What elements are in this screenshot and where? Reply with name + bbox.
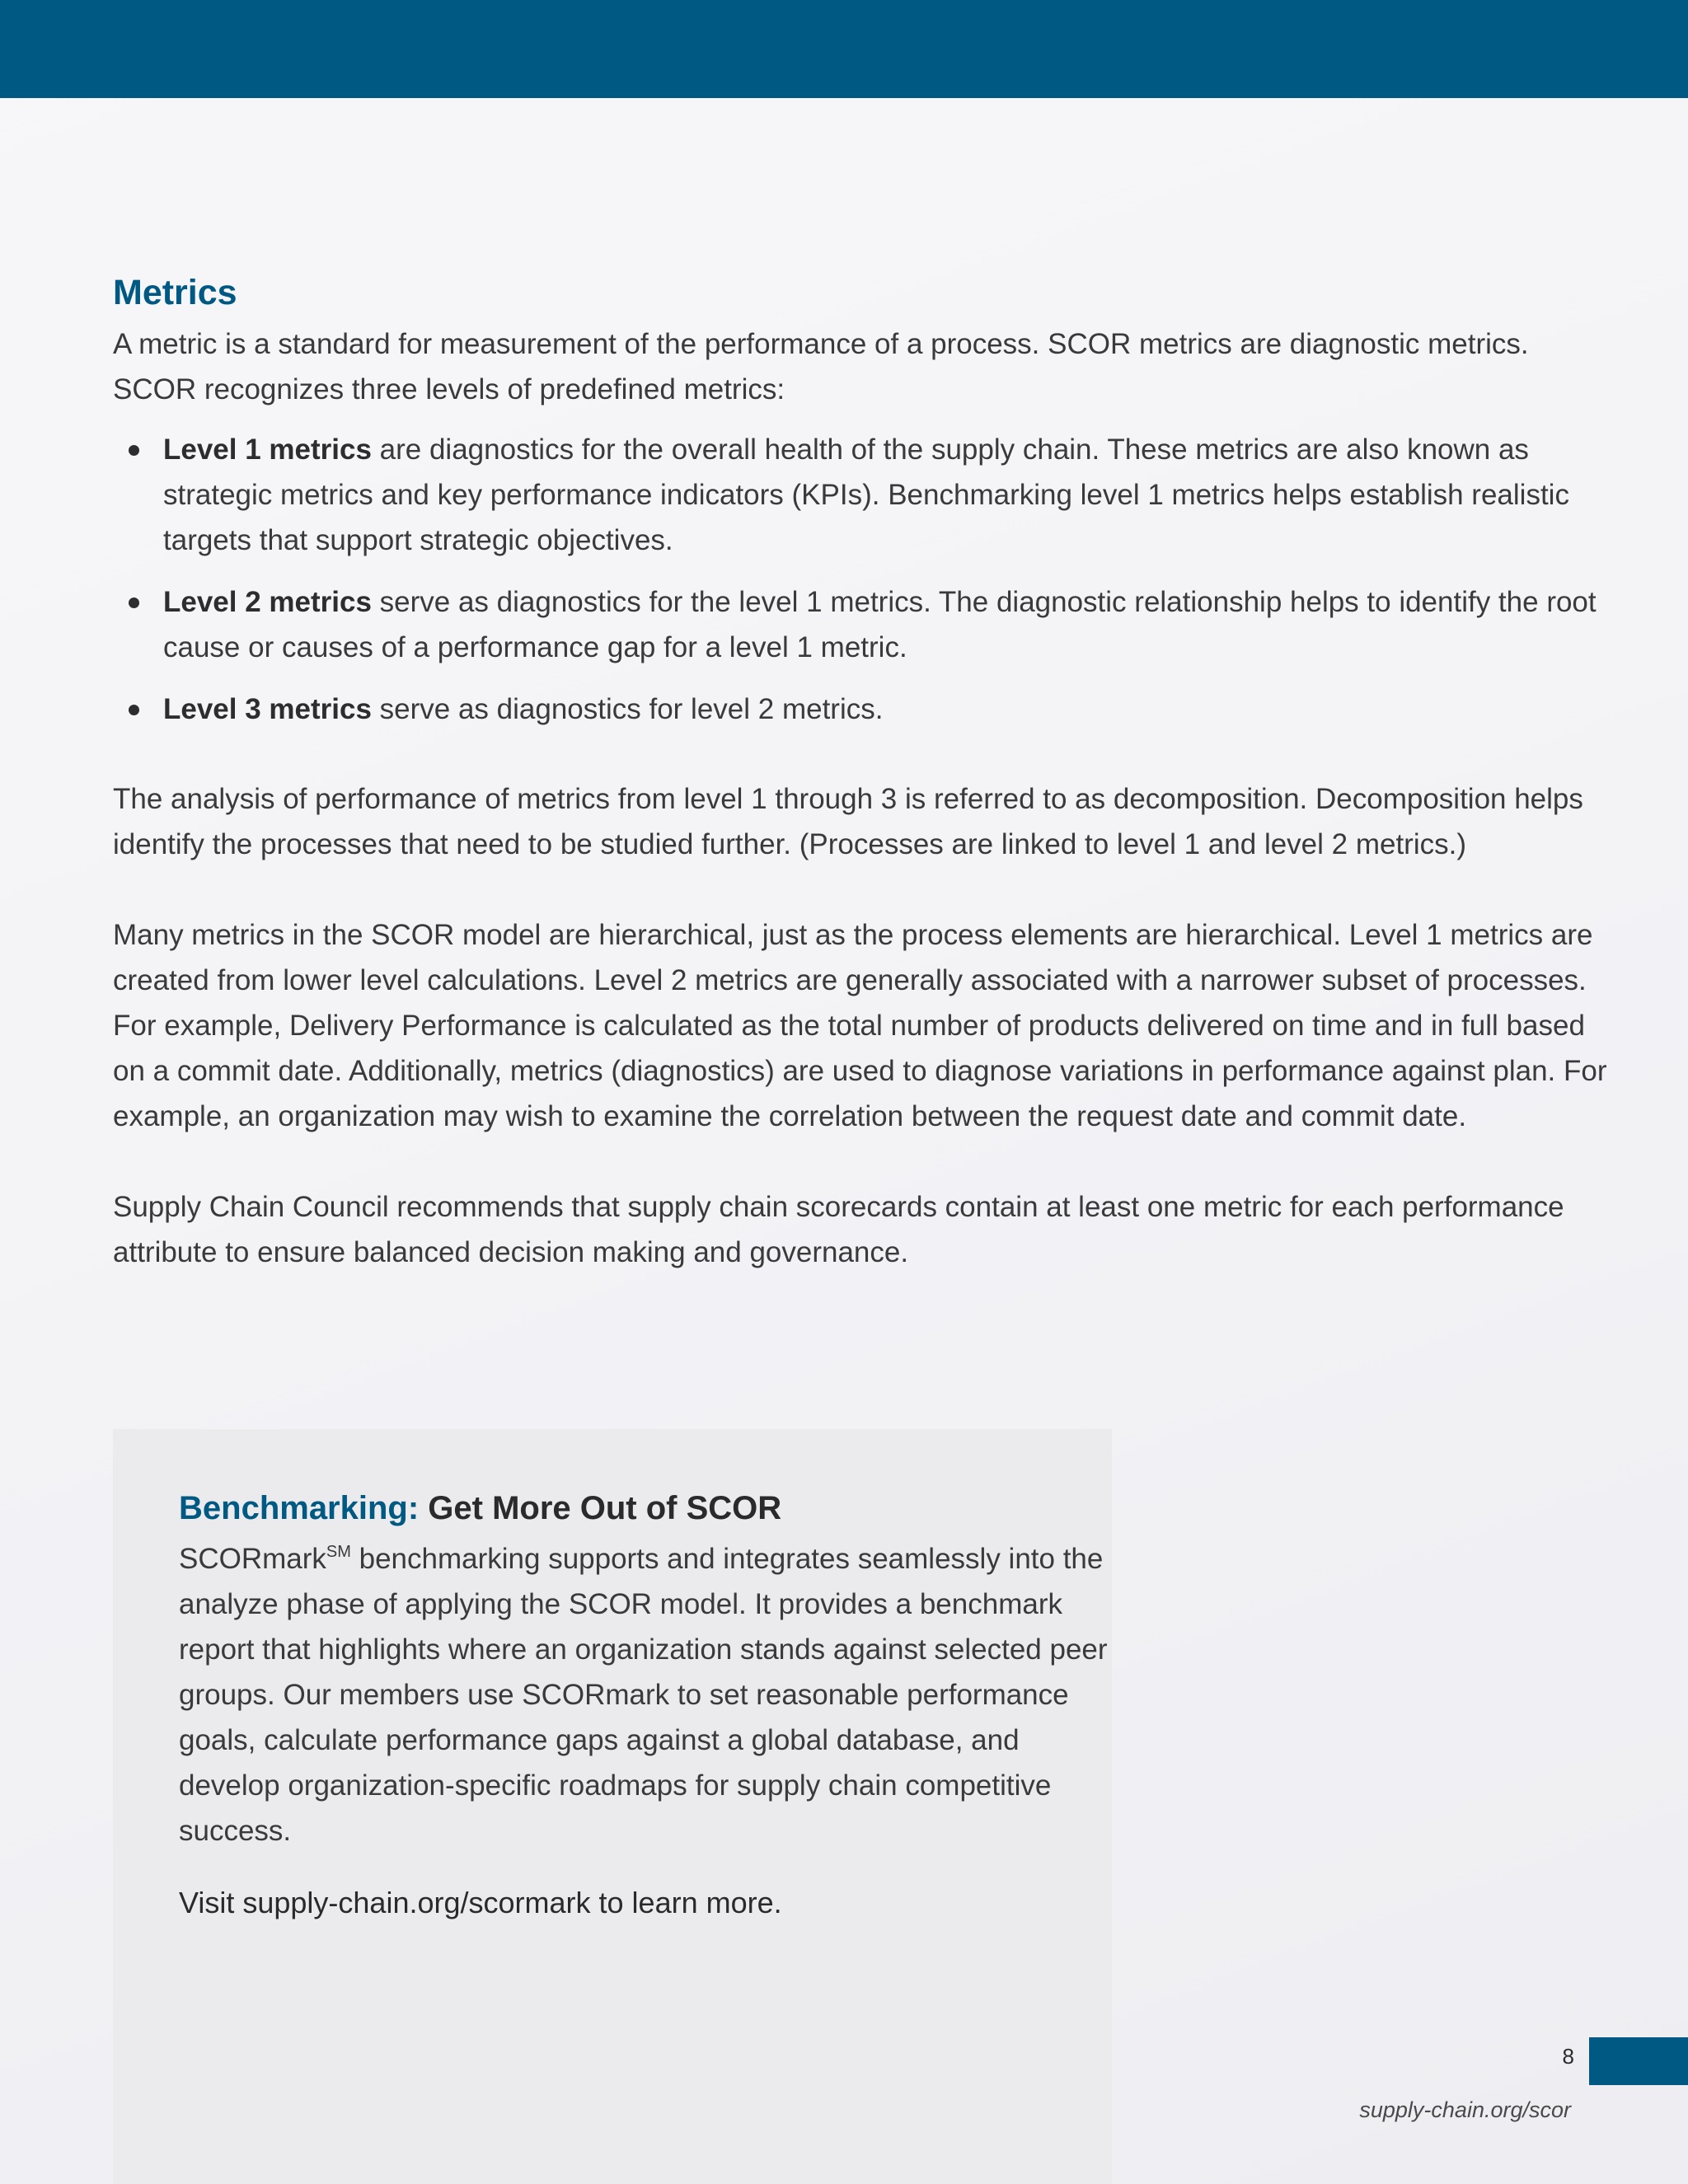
- service-mark: SM: [326, 1543, 351, 1561]
- bullet-text: are diagnostics for the overall health of the supply chain. These metrics are also known as strategic metrics and key performance indicators (KPIs). Benchmarking level 1 metrics helps establish realistic targets that support strategic objectives.: [163, 434, 1569, 556]
- list-item-level-1: [113, 427, 1613, 563]
- bullet-term: Level 3 metrics: [163, 693, 372, 725]
- page-number: 8: [1562, 2044, 1574, 2069]
- bullet-term: Level 1 metrics: [163, 434, 372, 466]
- bullet-icon: [129, 598, 139, 608]
- recommendation-paragraph: Supply Chain Council recommends that supply chain scorecards contain at least one metric for each performance attribute to ensure balanced decision making and governance.: [113, 1191, 1564, 1268]
- bullet-term: Level 2 metrics: [163, 586, 372, 618]
- bullet-icon: [129, 445, 139, 456]
- callout-visit-link[interactable]: Visit supply-chain.org/scormark to learn more.: [179, 1886, 782, 1919]
- metric-levels-list: [113, 427, 1613, 732]
- intro-paragraph: A metric is a standard for measurement of the performance of a process. SCOR metrics are diagnostic metrics. SCOR recognizes three levels of predefined metrics:: [113, 328, 1529, 405]
- callout-title-rest: Get More Out of SCOR: [419, 1490, 782, 1526]
- callout-title: [179, 1483, 1118, 1533]
- footer-url[interactable]: supply-chain.org/scor: [1359, 2097, 1571, 2122]
- list-item-level-2: [113, 579, 1613, 670]
- callout-body: [179, 1536, 1118, 1854]
- benchmarking-callout: [113, 1429, 1112, 2184]
- section-title: Metrics: [113, 273, 237, 312]
- page-tab-marker: [1589, 2037, 1688, 2085]
- callout-title-highlight: Benchmarking:: [179, 1490, 420, 1526]
- decomposition-paragraph: The analysis of performance of metrics from level 1 through 3 is referred to as decomposition. Decomposition helps identify the processes that need to be studied further. (Processes are linked to level 1 and level 2 metrics.): [113, 783, 1583, 860]
- bullet-text: serve as diagnostics for the level 1 metrics. The diagnostic relationship helps to identify the root cause or causes of a performance gap for a level 1 metric.: [163, 586, 1597, 663]
- callout-body-text: benchmarking supports and integrates seamlessly into the analyze phase of applying the SCOR model. It provides a benchmark report that highlights where an organization stands against selected peer groups. Our members use SCORmark to set reasonable performance goals, calculate performance gaps against a global database, and develop organization-specific roadmaps for supply chain competitive success.: [179, 1543, 1108, 1847]
- list-item-level-3: [113, 687, 1613, 732]
- hierarchy-paragraph: Many metrics in the SCOR model are hierarchical, just as the process elements are hierarchical. Level 1 metrics are created from lower level calculations. Level 2 metrics are generally associated with a narrower subset of processes. For example, Delivery Performance is calculated as the total number of products delivered on time and in full based on a commit date. Additionally, metrics (diagnostics) are used to diagnose variations in performance against plan. For example, an organization may wish to examine the correlation between the request date and commit date.: [113, 919, 1607, 1132]
- callout-brand: SCORmark: [179, 1543, 326, 1575]
- header-band: [0, 0, 1688, 98]
- bullet-icon: [129, 705, 139, 715]
- bullet-text: serve as diagnostics for level 2 metrics.: [371, 693, 884, 725]
- metrics-section: [113, 264, 1613, 1275]
